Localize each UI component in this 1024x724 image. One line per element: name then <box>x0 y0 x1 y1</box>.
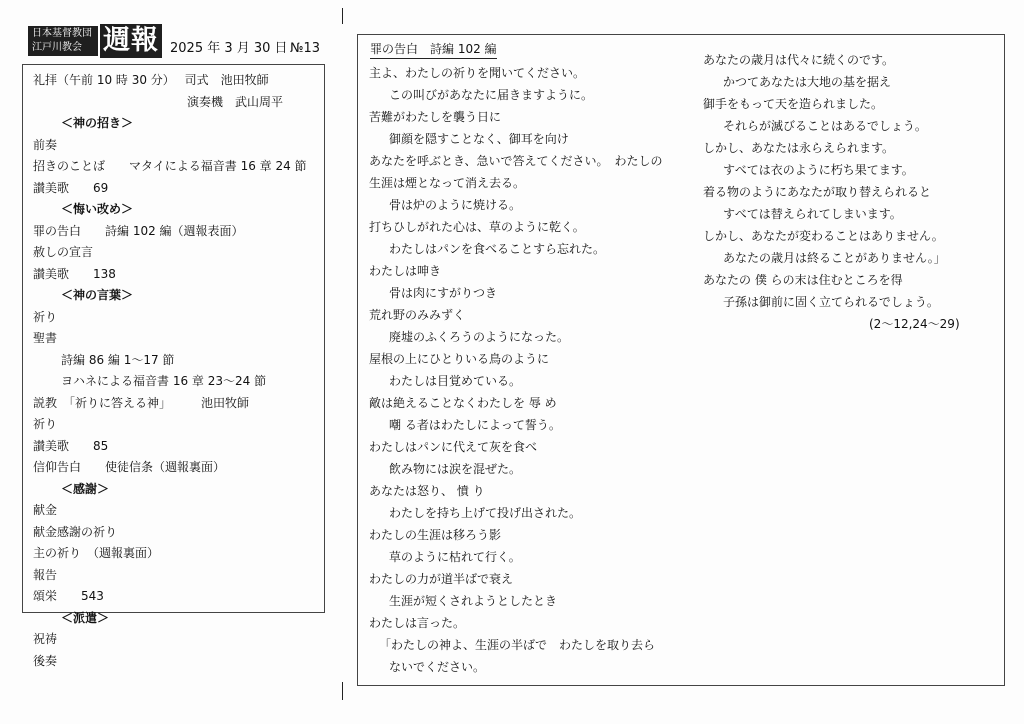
denomination-label: 日本基督教団 <box>32 28 92 39</box>
verse-line: 嘲 る者はわたしによって誓う。 <box>389 418 561 432</box>
verse-line: あなたの 僕 らの末は住むところを得 <box>703 273 903 287</box>
verse-line: 苦難がわたしを襲う日に <box>369 110 502 124</box>
order-item: 讃美歌 138 <box>33 266 116 281</box>
verse-line: わたしを持ち上げて投げ出された。 <box>389 506 582 520</box>
verse-line: 生涯が短くされようとしたとき <box>389 594 558 608</box>
verse-line: それらが滅びることはあるでしょう。 <box>723 119 927 133</box>
fold-mark-bottom <box>342 682 343 700</box>
order-item: 礼拝（午前 10 時 30 分） 司式 池田牧師 <box>33 73 269 87</box>
order-of-worship-list <box>33 70 323 672</box>
verse-line: 生涯は煙となって消え去る。 <box>369 176 526 190</box>
verse-line: 荒れ野のみみずく <box>369 308 466 322</box>
section-heading: ＜派遣＞ <box>61 610 110 625</box>
scripture-citation: (2～12,24～29) <box>869 317 960 331</box>
church-name-badge <box>28 26 98 56</box>
order-item: 主の祈り （週報裏面） <box>33 546 160 560</box>
verse-line: 骨は肉にすがりつき <box>389 286 498 300</box>
verse-line: 屋根の上にひとりいる鳥のように <box>369 352 550 366</box>
order-item: 赦しの宣言 <box>33 245 94 259</box>
order-item: 詩編 86 編 1～17 節 <box>61 352 175 367</box>
order-item: 祝祷 <box>33 632 58 646</box>
order-item: 頌栄 543 <box>33 589 104 603</box>
verse-line: 着る物のようにあなたが取り替えられると <box>703 185 932 199</box>
order-item: 祈り <box>33 309 58 324</box>
verse-line: 主よ、わたしの祈りを聞いてください。 <box>369 66 586 80</box>
verse-line: わたしはパンを食べることすら忘れた。 <box>389 242 606 256</box>
order-item: 信仰告白 使徒信条（週報裏面） <box>33 460 226 474</box>
verse-line: 子孫は御前に固く立てられるでしょう。 <box>723 295 939 309</box>
verse-line: しかし、あなたは永らえられます。 <box>703 141 895 155</box>
bulletin-date: 2025 年 3 月 30 日 <box>170 41 288 56</box>
verse-line: 御顔を隠すことなく、御耳を向け <box>389 132 569 146</box>
order-item: 祈り <box>33 417 58 431</box>
verse-line: すべては衣のように朽ち果てます。 <box>723 163 914 177</box>
order-item: 報告 <box>33 567 58 582</box>
order-item: 演奏機 武山周平 <box>187 94 284 109</box>
verse-line: 飲み物には涙を混ぜた。 <box>389 462 522 476</box>
verse-line: あなたの歳月は代々に続くのです。 <box>703 53 895 67</box>
order-item: 讃美歌 69 <box>33 180 109 195</box>
verse-line: 草のように枯れて行く。 <box>389 550 521 564</box>
order-item: 罪の告白 詩編 102 編（週報表面） <box>33 223 244 238</box>
verse-line: 敵は絶えることなくわたしを 辱 め <box>369 396 557 410</box>
verse-line: わたしの生涯は移ろう影 <box>369 528 502 542</box>
fold-mark-top <box>342 8 343 24</box>
verse-line: あなたを呼ぶとき、急いで答えてください。 わたしの <box>369 154 663 168</box>
section-heading: ＜悔い改め＞ <box>61 202 134 216</box>
section-heading: ＜神の招き＞ <box>61 116 134 130</box>
order-item: 聖書 <box>33 331 58 345</box>
verse-line: わたしの力が道半ばで衰え <box>369 572 514 586</box>
verse-line: あなたは怒り、 憤 り <box>369 484 485 498</box>
order-item: ヨハネによる福音書 16 章 23～24 節 <box>61 374 267 388</box>
verse-line: 「わたしの神よ、生涯の半ばで わたしを取り去ら <box>379 638 656 652</box>
weekly-bulletin-title: 週報 <box>100 24 162 58</box>
verse-line: ないでください。 <box>389 660 486 674</box>
order-item: 献金感謝の祈り <box>33 524 118 539</box>
order-item: 前奏 <box>33 137 58 152</box>
verse-line: この叫びがあなたに届きますように。 <box>389 88 594 102</box>
scripture-column-left <box>369 62 689 678</box>
verse-line: 御手をもって天を造られました。 <box>703 97 884 111</box>
verse-line: わたしは呻き <box>369 264 442 278</box>
order-item: 献金 <box>33 503 58 517</box>
issue-number: №13 <box>290 41 321 56</box>
verse-line: あなたの歳月は終ることがありません。」 <box>723 251 946 265</box>
verse-line: わたしはパンに代えて灰を食べ <box>369 440 538 454</box>
verse-line: かつてあなたは大地の基を据え <box>723 75 892 89</box>
section-heading: ＜感謝＞ <box>61 481 110 496</box>
verse-line: 骨は炉のように焼ける。 <box>389 198 522 212</box>
section-heading: ＜神の言葉＞ <box>61 288 134 302</box>
verse-line: 廃墟のふくろうのようになった。 <box>389 330 570 344</box>
verse-line: すべては替えられてしまいます。 <box>723 207 902 221</box>
order-item: 後奏 <box>33 653 58 668</box>
scripture-title: 罪の告白 詩編 102 編 <box>370 40 497 59</box>
order-item: 説教 「祈りに答える神」 池田牧師 <box>33 395 250 410</box>
scripture-column-right <box>703 49 993 335</box>
verse-line: わたしは言った。 <box>369 616 466 630</box>
verse-line: しかし、あなたが変わることはありません。 <box>703 229 944 243</box>
order-item: 讃美歌 85 <box>33 438 109 453</box>
verse-line: 打ちひしがれた心は、草のように乾く。 <box>369 220 585 234</box>
order-item: 招きのことば マタイによる福音書 16 章 24 節 <box>33 159 307 173</box>
verse-line: わたしは目覚めている。 <box>389 374 522 388</box>
church-name-label: 江戸川教会 <box>32 42 82 53</box>
